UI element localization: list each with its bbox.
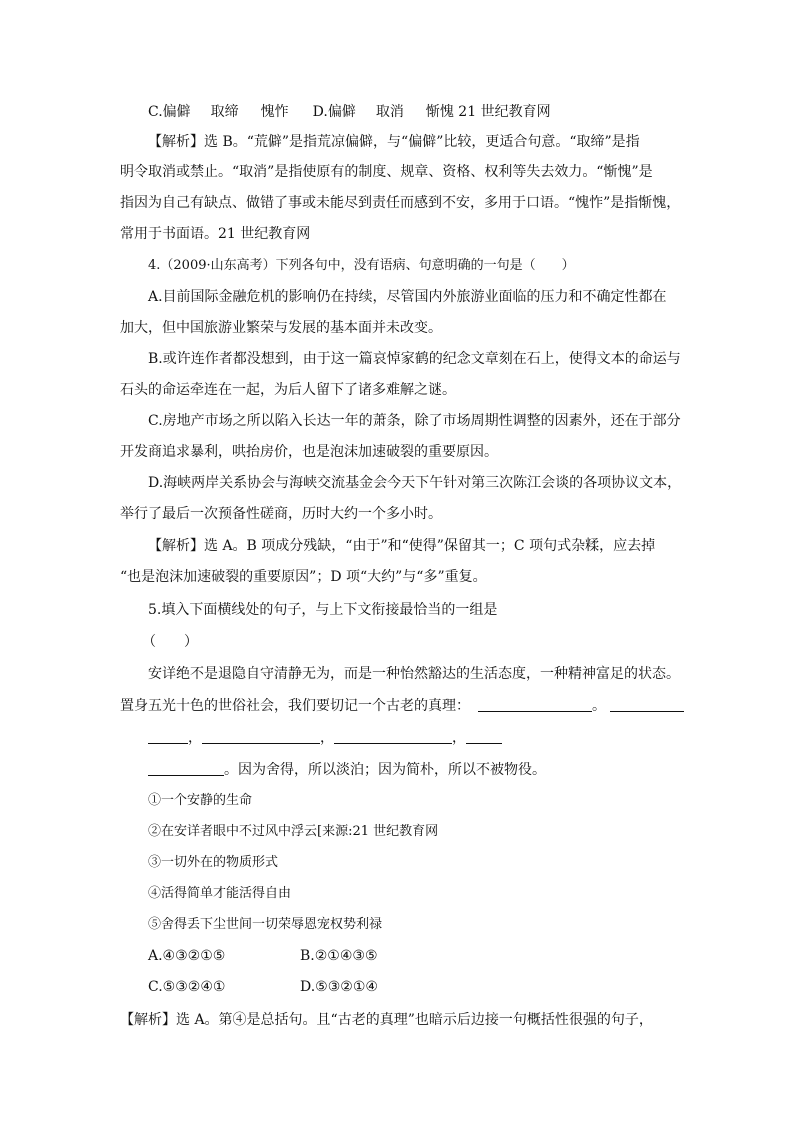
q4-option-d-line-2: 举行了最后一次预备性磋商，历时大约一个多小时。	[120, 506, 442, 522]
q5-passage-line-4	[148, 760, 546, 780]
q3-option-c-label: C.偏僻	[148, 104, 191, 120]
q5-comma: ，	[188, 730, 202, 746]
q3-options-row	[148, 102, 551, 122]
fill-blank[interactable]	[148, 761, 224, 776]
q5-passage-line-2-text: 置身五光十色的世俗社会，我们要切记一个古老的真理：	[120, 698, 470, 714]
fill-blank[interactable]	[148, 729, 188, 744]
q5-comma: ，	[452, 730, 466, 746]
q5-option-c: C.⑤③②④①	[148, 979, 226, 995]
q4-option-b-line-1: B.或许连作者都没想到，由于这一篇哀悼家鹤的纪念文章刻在石上，使得文本的命运与	[148, 351, 681, 367]
q4-stem: 4.（2009·山东高考）下列各句中，没有语病、句意明确的一句是（ ）	[148, 258, 575, 273]
q5-item-4: ④活得简单才能活得自由	[148, 886, 292, 901]
q3-option-d-word2: 取消	[375, 104, 404, 120]
q5-item-1: ①一个安静的生命	[148, 793, 253, 808]
fill-blank[interactable]	[610, 697, 684, 712]
q3-analysis-line-3: 指因为自己有缺点、做错了事或未能尽到责任而感到不安，多用于口语。“愧怍”是指惭愧，	[120, 195, 681, 211]
q5-passage-line-2	[120, 696, 684, 716]
q5-period: 。	[592, 698, 606, 714]
q5-blanks-line	[148, 728, 502, 748]
q5-item-5: ⑤舍得丢下尘世间一切荣辱恩宠权势利禄	[148, 917, 383, 932]
q3-analysis-line-1: 【解析】选 B。“荒僻”是指荒凉偏僻，与“偏僻”比较，更适合句意。“取缔”是指	[148, 134, 640, 150]
q5-comma: ，	[320, 730, 334, 746]
q4-option-a-line-2: 加大，但中国旅游业繁荣与发展的基本面并未改变。	[120, 320, 442, 336]
q4-option-d-line-1: D.海峡两岸关系协会与海峡交流基金会今天下午针对第三次陈江会谈的各项协议文本，	[148, 475, 682, 491]
fill-blank[interactable]	[478, 697, 592, 712]
fill-blank[interactable]	[202, 729, 320, 744]
q5-option-d: D.⑤③②①④	[300, 979, 378, 995]
q5-answer-paren: （ ）	[142, 634, 198, 650]
q5-passage-line-1: 安详绝不是退隐自守清静无为，而是一种怡然豁达的生活态度，一种精神富足的状态。	[148, 666, 680, 682]
q3-option-d-word3: 惭愧 21 世纪教育网	[425, 104, 551, 120]
q4-option-b-line-2: 石头的命运牵连在一起，为后人留下了诸多难解之谜。	[120, 382, 456, 398]
q4-option-c-line-2: 开发商追求暴利，哄抬房价，也是泡沫加速破裂的重要原因。	[120, 444, 498, 460]
q4-analysis-line-2: “也是泡沫加速破裂的重要原因”；D 项“大约”与“多”重复。	[120, 569, 487, 585]
q5-passage-line-4-text: 。因为舍得，所以淡泊；因为简朴，所以不被物役。	[224, 762, 546, 778]
fill-blank[interactable]	[466, 729, 502, 744]
q5-option-a: A.④③②①⑤	[148, 948, 226, 964]
q5-item-2: ②在安详者眼中不过风中浮云[来源:21 世纪教育网	[148, 824, 439, 839]
q3-option-d-label: D.偏僻	[312, 104, 356, 120]
q4-analysis-line-1: 【解析】选 A。B 项成分残缺，“由于”和“使得”保留其一；C 项句式杂糅，应去掉	[148, 538, 656, 554]
q4-option-c-line-1: C.房地产市场之所以陷入长达一年的萧条，除了市场周期性调整的因素外，还在于部分	[148, 413, 681, 429]
q3-analysis-line-4: 常用于书面语。21 世纪教育网	[120, 226, 311, 242]
q5-item-3: ③一切外在的物质形式	[148, 855, 279, 870]
q3-analysis-line-2: 明令取消或禁止。“取消”是指使原有的制度、规章、资格、权利等失去效力。“惭愧”是	[120, 164, 653, 180]
q3-option-c-word2: 取缔	[210, 104, 239, 120]
fill-blank[interactable]	[334, 729, 452, 744]
q5-analysis-line-1: 【解析】选 A。第④是总括句。且“古老的真理”也暗示后边接一句概括性很强的句子，	[120, 1012, 653, 1028]
q5-stem: 5.填入下面横线处的句子，与上下文衔接最恰当的一组是	[148, 602, 498, 618]
q4-option-a-line-1: A.目前国际金融危机的影响仍在持续，尽管国内外旅游业面临的压力和不确定性都在	[148, 289, 667, 305]
q3-option-c-word3: 愧怍	[260, 104, 289, 120]
q5-option-b: B.②①④③⑤	[300, 948, 378, 964]
